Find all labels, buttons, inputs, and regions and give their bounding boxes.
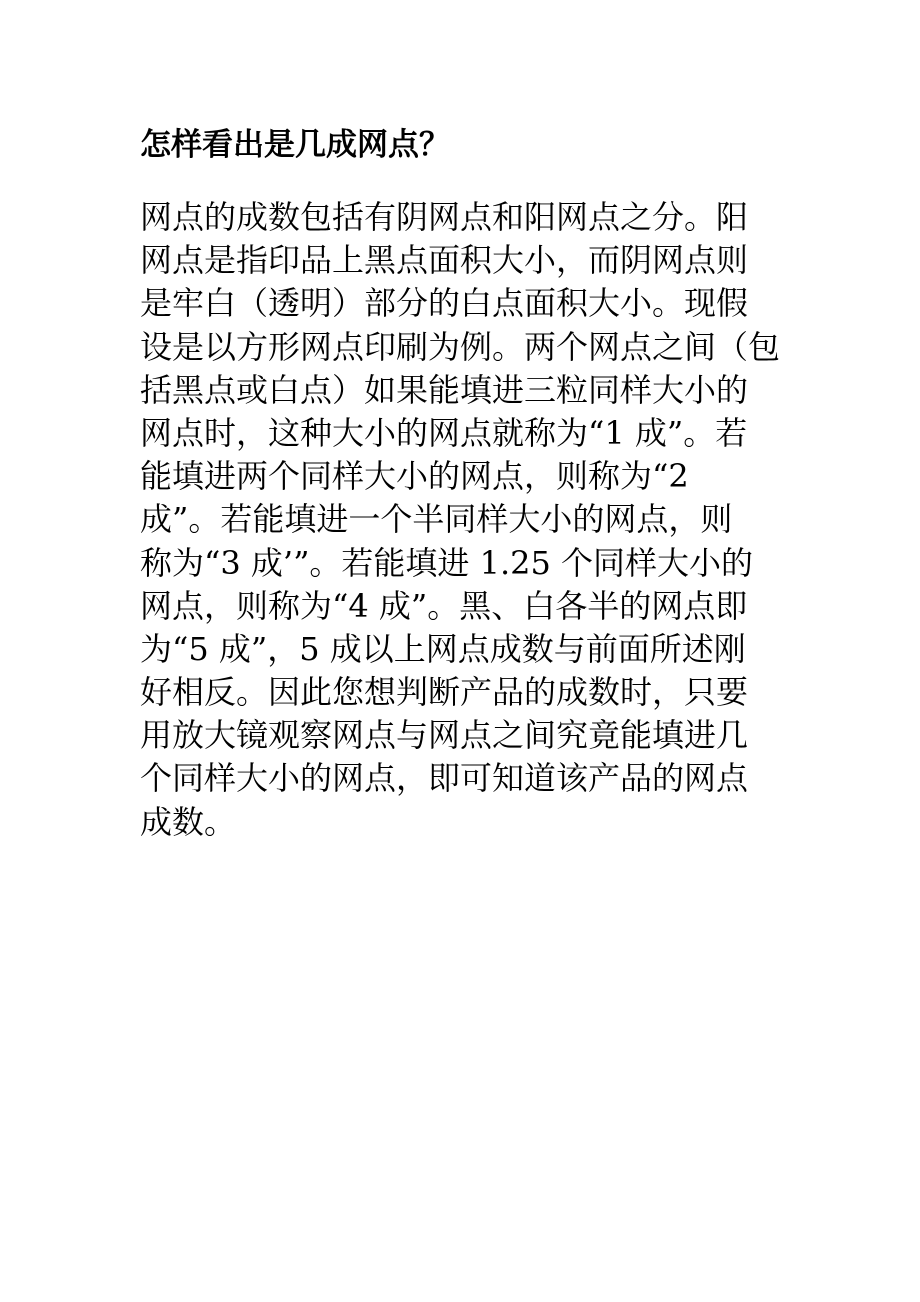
paragraph-line: 是牢白（透明）部分的白点面积大小。现假 (140, 284, 749, 323)
paragraph-line: 好相反。因此您想判断产品的成数时，只要 (140, 673, 749, 712)
paragraph-line: 用放大镜观察网点与网点之间究竟能填进几 (140, 716, 749, 755)
paragraph-line: 网点是指印品上黑点面积大小，而阴网点则 (140, 241, 749, 280)
paragraph-line: 设是以方形网点印刷为例。两个网点之间（包 (140, 327, 781, 366)
paragraph-line: 网点，则称为“4 成”。黑、白各半的网点即 (140, 586, 748, 625)
paragraph-line: 称为“3 成’”。若能填进 1.25 个同样大小的 (140, 543, 754, 582)
paragraph-line: 成数。 (140, 802, 237, 841)
paragraph-line: 括黑点或白点）如果能填进三粒同样大小的 (140, 370, 749, 409)
paragraph-line: 网点时，这种大小的网点就称为“1 成”。若 (140, 413, 748, 452)
body-paragraph (140, 196, 780, 844)
document-title: 怎样看出是几成网点？ (140, 127, 450, 163)
paragraph-line: 个同样大小的网点，即可知道该产品的网点 (140, 759, 749, 798)
paragraph-line: 成”。若能填进一个半同样大小的网点，则 (140, 500, 733, 539)
paragraph-line: 网点的成数包括有阴网点和阳网点之分。阳 (140, 198, 749, 236)
paragraph-line: 能填进两个同样大小的网点，则称为“2 (140, 457, 689, 496)
paragraph-line: 为“5 成”，5 成以上网点成数与前面所述刚 (140, 629, 746, 668)
